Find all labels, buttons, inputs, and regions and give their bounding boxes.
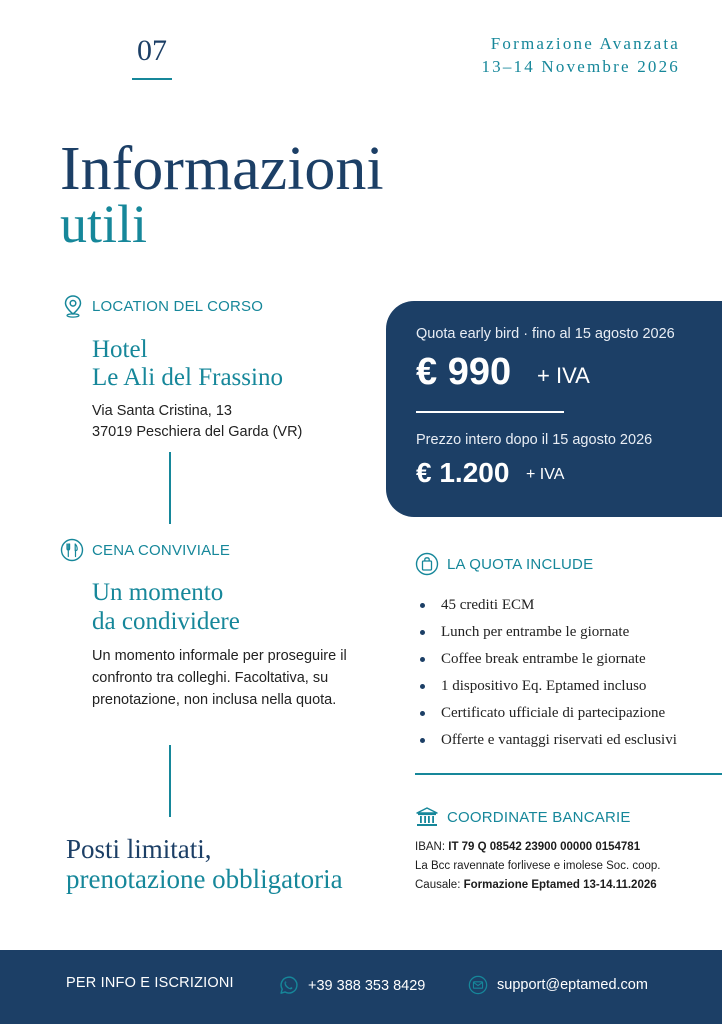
includes-heading-label: LA QUOTA INCLUDE [447,555,594,573]
bag-icon [415,552,439,576]
page-number: 07 [137,34,167,67]
bank-details [415,838,660,895]
price-box [386,301,722,517]
includes-heading [415,552,593,576]
bank-name: La Bcc ravennate forlivese e imolese Soc. coop. [415,860,661,872]
divider-vertical [169,745,171,817]
bullet-icon [420,603,425,608]
early-bird-iva: + IVA [537,363,590,388]
limited-seats-line2: prenotazione obbligatoria [66,864,343,894]
list-item-text: Offerte e vantaggi riservati ed esclusivi [441,732,677,748]
list-item-text: Certificato ufficiale di partecipazione [441,705,666,721]
footer-phone-text: +39 388 353 8429 [308,977,426,994]
divider-horizontal [415,773,722,775]
footer-label: PER INFO E ISCRIZIONI [66,975,234,991]
bullet-icon [420,630,425,635]
bank-icon [415,806,439,828]
price-divider [416,411,564,413]
address-line2: 37019 Peschiera del Garda (VR) [92,424,303,440]
dinner-heading [60,538,230,562]
list-item-text: Lunch per entrambe le giornate [441,624,630,640]
course-name: Formazione Avanzata [490,34,680,53]
iban-label: IBAN: [415,841,446,853]
full-price-label: Prezzo intero dopo il 15 agosto 2026 [416,432,653,448]
early-bird-price: € 990 [416,351,512,393]
list-item [420,727,677,754]
dinner-title-line1: Un momento [92,579,224,606]
address-line1: Via Santa Cristina, 13 [92,403,232,419]
footer-phone[interactable] [278,975,425,996]
list-item [420,592,677,619]
bullet-icon [420,738,425,743]
bank-heading-label: COORDINATE BANCARIE [447,808,631,826]
bullet-icon [420,684,425,689]
dinner-title-line2: da condividere [92,608,240,635]
full-price: € 1.200 [416,457,510,488]
dinner-description: Un momento informale per proseguire il confronto tra colleghi. Facoltativa, su prenotazione, non inclusa nella quota. [92,648,347,708]
list-item-text: 1 dispositivo Eq. Eptamed incluso [441,678,647,694]
footer-email-text: support@eptamed.com [497,977,648,993]
hotel-name [92,336,283,392]
location-heading-label: LOCATION DEL CORSO [92,297,264,315]
page-number-underline [132,78,172,80]
full-price-iva: + IVA [526,466,565,483]
hotel-name-line2: Le Ali del Frassino [92,364,283,391]
list-item [420,673,677,700]
limited-seats-line1: Posti limitati, [66,834,212,864]
cutlery-icon [60,538,84,562]
hotel-address [92,401,302,443]
dinner-heading-label: CENA CONVIVIALE [92,541,231,559]
iban-line [415,838,660,857]
list-item-text: 45 crediti ECM [441,597,535,613]
list-item [420,619,677,646]
location-heading [62,294,263,318]
map-pin-icon [62,294,84,318]
early-bird-label: Quota early bird · fino al 15 agosto 2026 [416,326,675,342]
page-title-line2: utili [60,194,148,254]
page-title-line1: Informazioni [60,135,384,203]
list-item [420,700,677,727]
causale-value: Formazione Eptamed 13-14.11.2026 [463,879,657,891]
causale-label: Causale: [415,879,461,891]
footer [0,950,722,1024]
bullet-icon [420,657,425,662]
list-item-text: Coffee break entrambe le giornate [441,651,646,667]
course-header [481,32,680,78]
list-item [420,646,677,673]
includes-list [420,592,677,754]
divider-vertical [169,452,171,524]
dinner-title [92,578,240,636]
mail-icon [468,975,488,995]
footer-email[interactable] [468,975,648,995]
causale-line [415,876,660,895]
course-dates: 13–14 Novembre 2026 [481,57,680,76]
iban-value: IT 79 Q 08542 23900 00000 0154781 [448,841,641,853]
bullet-icon [420,711,425,716]
whatsapp-icon [278,975,299,996]
bank-heading [415,806,631,828]
hotel-name-line1: Hotel [92,336,148,363]
